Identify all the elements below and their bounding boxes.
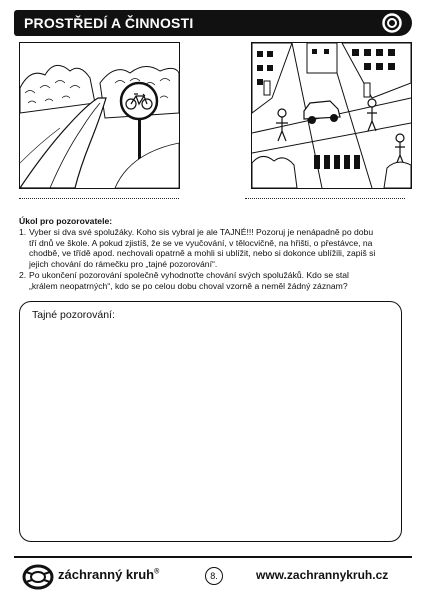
observation-box-label: Tajné pozorování:: [32, 309, 115, 321]
task-item-line: tří dnů ve škole. A pokud zjistíš, že se ve vyučování, v tělocvičně, na hřišti, o přestávce, na: [29, 237, 373, 248]
registered-mark: ®: [154, 568, 160, 576]
task-list: [19, 227, 409, 292]
footer-brand-name: záchranný kruh®: [58, 567, 160, 582]
caption-line-left: [19, 198, 179, 199]
task-item-line: jejich chování do rámečku pro „tajné pozorování“.: [29, 259, 218, 270]
lifebuoy-logo-icon: [22, 564, 54, 590]
task-item-line: „králem neopatrných“, kdo se po celou dobu choval vzorně a neměl žádný záznam?: [29, 280, 348, 291]
street-scene-illustration: [251, 42, 412, 189]
task-item: [19, 226, 409, 270]
task-item-line: Vyber si dva své spolužáky. Koho sis vybral je ale TAJNÉ!!! Pozoruj je nenápadně po dobu: [29, 226, 374, 237]
caption-line-right: [245, 198, 405, 199]
page-number: 8.: [205, 567, 223, 585]
cycle-path-illustration: [19, 42, 180, 189]
footer-website-link[interactable]: www.zachrannykruh.cz: [256, 568, 389, 582]
footer-divider: [14, 556, 412, 558]
task-item-number: 1.: [19, 226, 27, 237]
task-item-number: 2.: [19, 269, 27, 280]
header-bar: [14, 10, 412, 36]
task-heading: Úkol pro pozorovatele:: [19, 216, 113, 226]
task-item-line: chodbě, ve třídě apod. nechovali opatrně a mohli si ublížit, nebo si dokonce ublížili, zapiš si: [29, 248, 376, 259]
ring-logo-icon: [382, 13, 402, 33]
task-item: [19, 269, 409, 292]
page-title: PROSTŘEDÍ A ČINNOSTI: [24, 15, 194, 31]
task-item-line: Po ukončení pozorování společně vyhodnoťte chování svých spolužáků. Kdo se stal: [29, 269, 349, 280]
task-instructions: [19, 216, 409, 292]
secret-observation-box[interactable]: [19, 301, 402, 542]
